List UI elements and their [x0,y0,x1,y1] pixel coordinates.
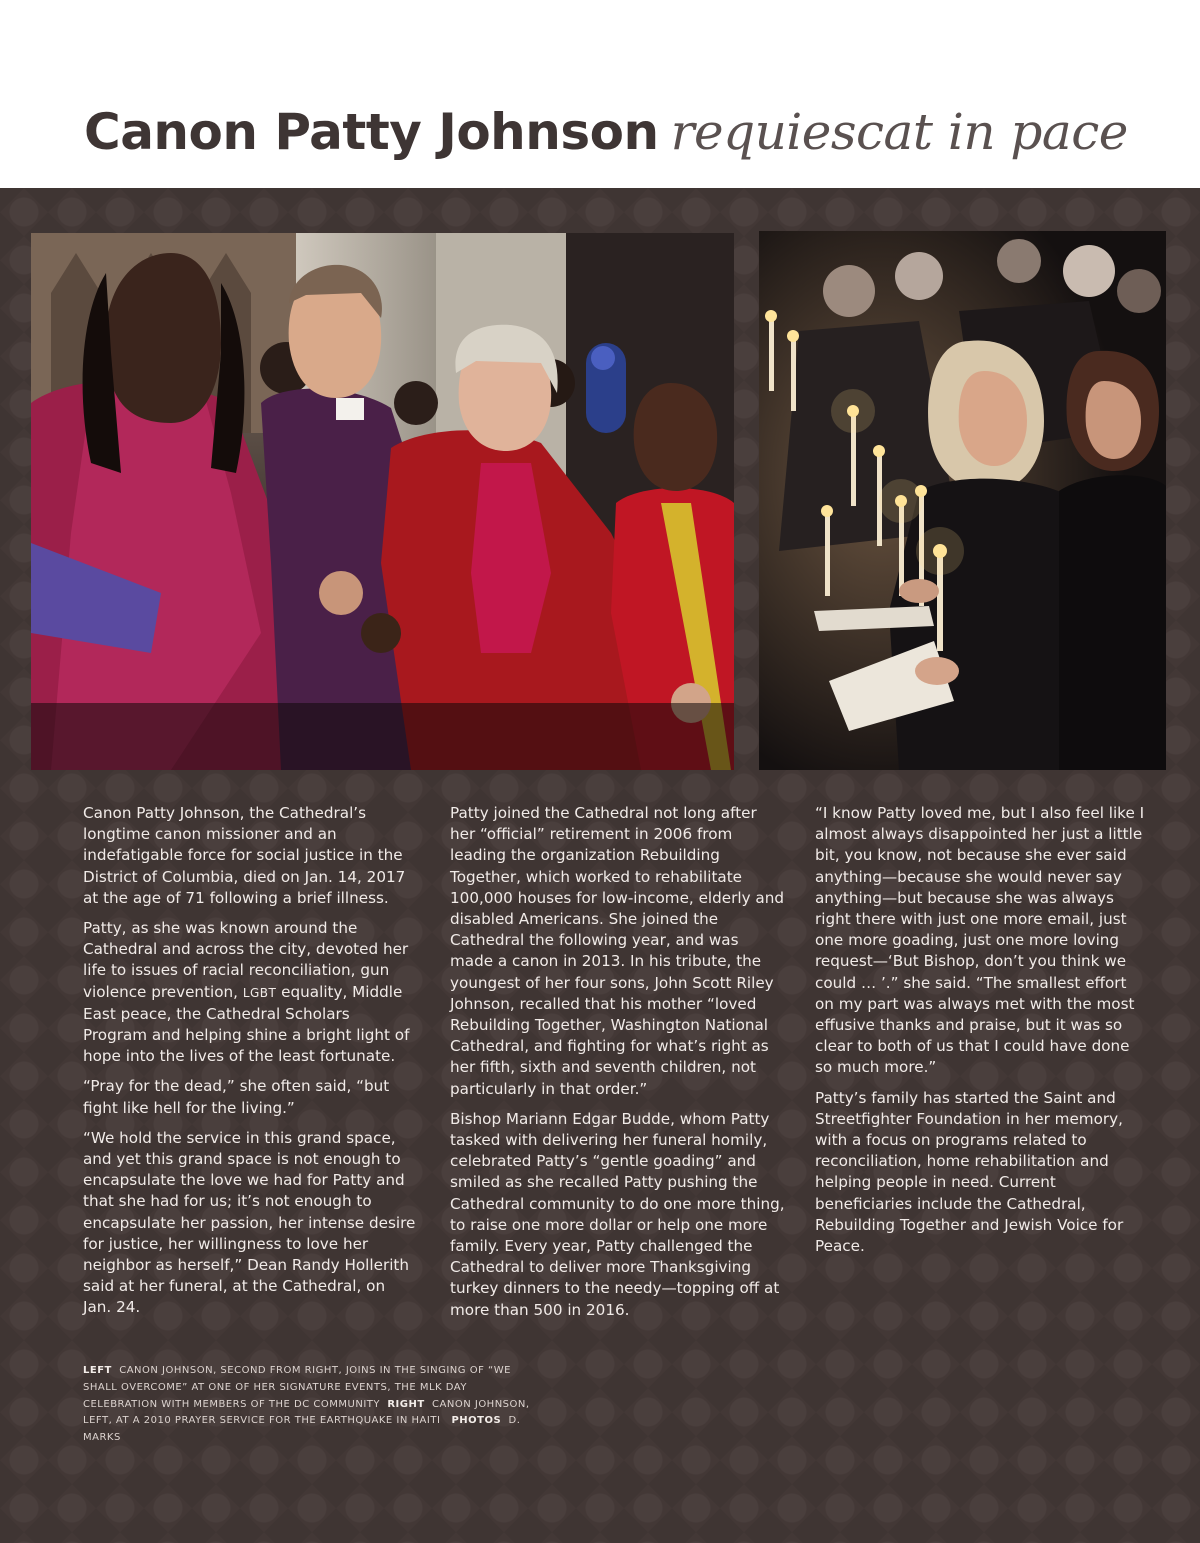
photo-mlk-singing-icon [31,233,734,770]
col1-paragraph-2 [83,918,418,1067]
article-column-1 [83,803,418,1328]
col1-paragraph-2-a: Patty, as she was known around the Cathedral and across the city, devoted her life to issues of racial reconciliation, gun violence prevention, [83,919,409,1001]
caption-left-label: LEFT [83,1365,112,1376]
caption-left-text: CANON JOHNSON, SECOND FROM RIGHT, JOINS IN THE SINGING OF “WE SHALL OVERCOME” AT ONE OF HER SIGNATURE EVENTS, THE MLK DAY CELEBRATION WITH MEMBERS OF THE DC COMMUNITY [83,1365,511,1410]
col1-paragraph-3: “Pray for the dead,” she often said, “but fight like hell for the living.” [83,1077,390,1117]
lgbt-abbrev: LGBT [242,985,277,1000]
col3-paragraph-1: “I know Patty loved me, but I also feel like I almost always disappointed her just a little bit, you know, not because she ever said anything—because she would never say anything—but because she was always right there with just one more email, just one more goading, just one more loving request—‘But Bishop, don’t you think we could … ’.” she said. “The smallest effort on my part was always met with the most effusive thanks and praise, but it was so clear to both of us that I could have done so much more.” [815,804,1145,1077]
photo-candle-prayer-service [759,231,1166,770]
caption-photos-text: D. MARKS [83,1415,521,1444]
caption-photos-label: PHOTOS [451,1415,502,1427]
photo-candle-prayer-service-icon [759,231,1166,770]
caption-right-label: RIGHT [387,1398,425,1410]
photo-mlk-singing [31,233,734,770]
photo-caption [83,1363,533,1447]
col1-paragraph-4: “We hold the service in this grand space, and yet this grand space is not enough to encapsulate the love we had for Patty and that she had for us; it’s not enough to encapsulate her passion, her intense desire for justice, her willingness to love her neighbor as herself,” Dean Randy Hollerith said at her funeral, at the Cathedral, on Jan. 24. [83,1128,416,1317]
col2-paragraph-2: Bishop Mariann Edgar Budde, whom Patty tasked with delivering her funeral homily, celebrated Patty’s “gentle goading” and smiled as she recalled Patty pushing the Cathedral community to do one more thing, to raise one more dollar or help one more family. Every year, Patty challenged the Cathedral to deliver more Thanksgiving turkey dinners to the needy—topping off at more than 500 in 2016. [450,1109,785,1319]
col1-paragraph-1: Canon Patty Johnson, the Cathedral’s longtime canon missioner and an indefatigable force for social justice in the District of Columbia, died on Jan. 14, 2017 at the age of 71 following a brief illness. [83,804,406,907]
page-title [84,100,1128,164]
title-italic: requiescat in pace [670,103,1128,161]
caption-right-text: CANON JOHNSON, LEFT, AT A 2010 PRAYER SERVICE FOR THE EARTHQUAKE IN HAITI [83,1398,530,1427]
title-main: Canon Patty Johnson [84,103,659,161]
article-column-2 [450,803,785,1330]
col1-paragraph-2-b: equality, Middle East peace, the Cathedral Scholars Program and helping shine a bright light of hope into the lives of the least fortunate. [83,982,410,1066]
article-column-3 [815,803,1150,1266]
col2-paragraph-1: Patty joined the Cathedral not long after her “official” retirement in 2006 from leading the organization Rebuilding Together, which worked to rehabilitate 100,000 houses for low-income, elderly and disabled Americans. She joined the Cathedral the following year, and was made a canon in 2013. In his tribute, the youngest of her four sons, John Scott Riley Johnson, recalled that his mother “loved Rebuilding Together, Washington National Cathedral, and fighting for what’s right as her fifth, sixth and seventh children, not particularly in that order.” [450,804,784,1098]
page-header [0,0,1200,188]
col3-paragraph-2: Patty’s family has started the Saint and Streetfighter Foundation in her memory, with a focus on programs related to reconciliation, home rehabilitation and helping people in need. Current beneficiaries include the Cathedral, Rebuilding Together and Jewish Voice for Peace. [815,1088,1124,1256]
